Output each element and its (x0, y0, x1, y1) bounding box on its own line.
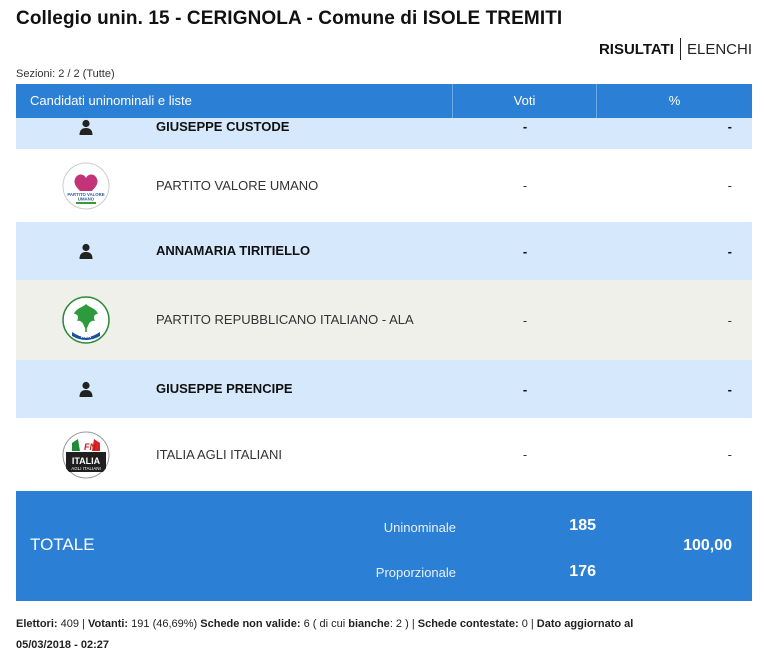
list-name: PARTITO VALORE UMANO (156, 177, 319, 193)
candidate-percent: - (727, 119, 732, 134)
bianche-label: bianche (348, 618, 390, 630)
person-icon (16, 243, 156, 259)
table-row-list (16, 418, 752, 491)
table-row-list (16, 280, 752, 360)
totale-percent: 100,00 (683, 537, 732, 554)
results-table (16, 118, 752, 491)
list-votes: - (522, 178, 528, 193)
svg-text:UMANO: UMANO (77, 196, 95, 201)
candidate-votes: - (522, 119, 528, 134)
table-row-candidate (16, 360, 752, 418)
sezioni-count: Sezioni: 2 / 2 (Tutte) (16, 68, 115, 80)
header-percent: % (668, 93, 681, 108)
svg-text:ITALIA: ITALIA (71, 455, 101, 466)
uninominale-label: Uninominale (383, 520, 456, 535)
non-valide-value: 6 (303, 618, 310, 630)
candidate-votes: - (522, 381, 528, 397)
partito-valore-umano-logo (62, 162, 110, 210)
candidate-percent: - (727, 243, 732, 259)
candidate-name: ANNAMARIA TIRITIELLO (156, 243, 311, 258)
proporzionale-label: Proporzionale (375, 565, 456, 580)
list-votes: - (522, 312, 528, 328)
table-row-candidate (16, 118, 752, 149)
list-name: ITALIA AGLI ITALIANI (156, 446, 282, 462)
totale-label: TOTALE (30, 535, 95, 554)
votanti-label: Votanti: (87, 618, 129, 630)
list-percent: - (727, 447, 732, 462)
italia-agli-italiani-logo (62, 431, 110, 479)
table-row-list (16, 149, 752, 222)
page-title: Collegio unin. 15 - CERIGNOLA - Comune di ISOLE TREMITI (16, 8, 563, 29)
table-row-candidate (16, 222, 752, 280)
view-switcher (599, 38, 752, 60)
person-icon (16, 381, 156, 397)
list-percent: - (727, 312, 732, 328)
candidate-percent: - (727, 381, 732, 397)
summary-footer: Elettori: 409 | Votanti: 191 (46,69%) Schede non valide: 6 ( di cui bianche: 2 ) | Schede contestate: 0 | Dato aggiornato al 05/03/2018 - 02:27 (16, 618, 634, 651)
contestate-label: Schede contestate: (417, 618, 519, 630)
non-valide-label: Schede non valide: (200, 618, 301, 630)
candidate-votes: - (522, 243, 528, 259)
votanti-value: 191 (46,69%) (131, 618, 198, 630)
header-candidates: Candidati uninominali e liste (16, 84, 453, 118)
tab-elenchi[interactable]: ELENCHI (686, 40, 752, 58)
list-votes: - (522, 447, 528, 462)
candidate-name: GIUSEPPE CUSTODE (156, 118, 290, 134)
list-percent: - (727, 178, 732, 193)
candidate-name: GIUSEPPE PRENCIPE (156, 381, 293, 396)
elettori-value: 409 (60, 618, 79, 630)
contestate-value: 0 (521, 618, 528, 630)
bianche-value: : 2 ) (389, 618, 409, 630)
pri-ala-logo (62, 296, 110, 344)
svg-text:AGLI ITALIANI: AGLI ITALIANI (71, 465, 101, 471)
totale-panel (16, 491, 752, 601)
proporzionale-value: 176 (569, 563, 596, 580)
aggiornato-value: 05/03/2018 - 02:27 (16, 639, 109, 651)
svg-text:FN: FN (84, 441, 96, 452)
header-votes: Voti (453, 84, 597, 118)
uninominale-value: 185 (569, 517, 596, 534)
list-name: PARTITO REPUBBLICANO ITALIANO - ALA (156, 312, 414, 327)
elettori-label: Elettori: (16, 618, 58, 630)
tab-risultati[interactable]: RISULTATI (598, 40, 674, 58)
aggiornato-label: Dato aggiornato al (536, 618, 634, 630)
person-icon (16, 119, 156, 135)
ala-logo-text: ALA (80, 334, 92, 340)
table-header (16, 84, 752, 118)
di-cui-text: ( di cui (312, 618, 346, 630)
svg-text:PARTITO VALORE: PARTITO VALORE (67, 191, 105, 197)
